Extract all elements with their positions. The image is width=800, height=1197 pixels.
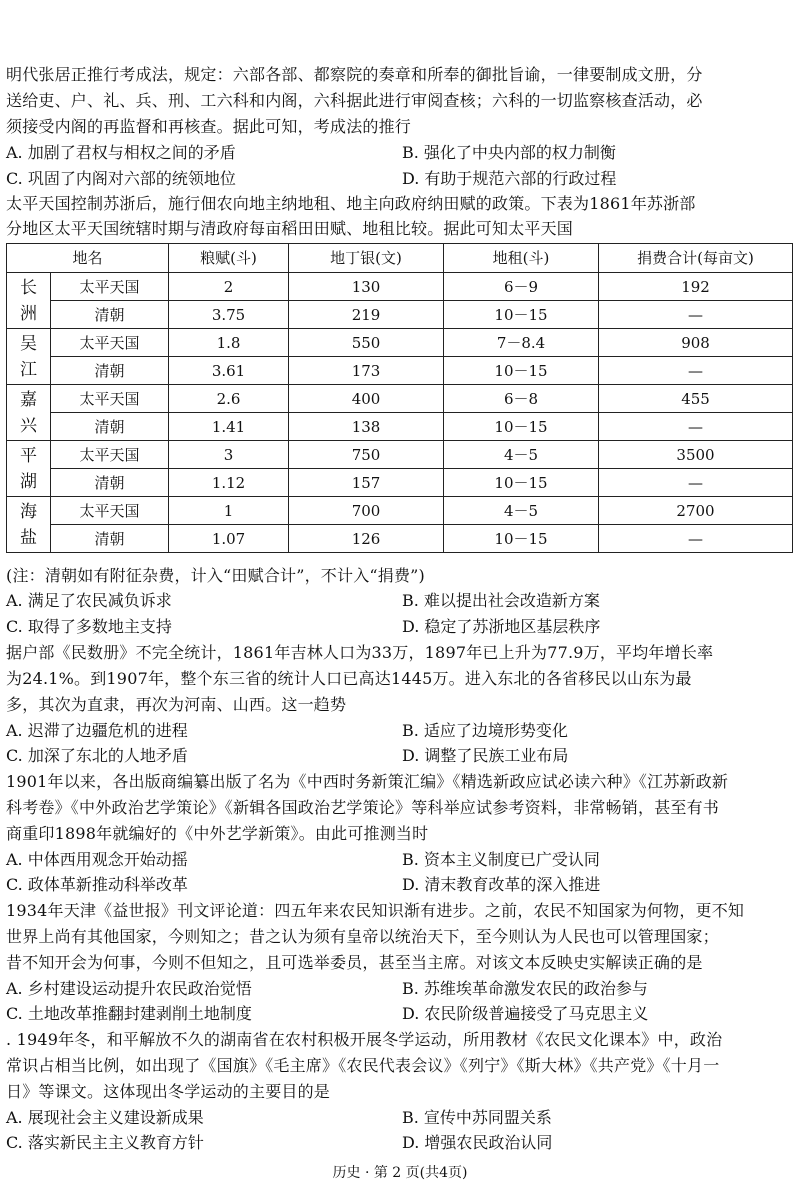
rent-cell: 10－15 bbox=[444, 301, 599, 329]
silver-cell: 400 bbox=[289, 385, 444, 413]
table-row bbox=[7, 357, 793, 385]
rent-cell: 6－8 bbox=[444, 385, 599, 413]
region-char: 湖 bbox=[20, 471, 37, 492]
q4-option-d: D. 清末教育改革的深入推进 bbox=[402, 875, 601, 894]
q4-option-a: A. 中体西用观念开始动摇 bbox=[6, 850, 188, 869]
region-char: 平 bbox=[20, 445, 37, 466]
grain-cell: 1 bbox=[169, 497, 289, 525]
header-grain-tax: 粮赋(斗) bbox=[169, 244, 289, 273]
rent-cell: 10－15 bbox=[444, 469, 599, 497]
q4-stem-line-1: 1901年以来，各出版商编纂出版了名为《中西时务新策汇编》《精选新政应试必读六种》《江苏新政新 bbox=[6, 772, 729, 791]
region-char: 洲 bbox=[20, 303, 37, 324]
table-row bbox=[7, 273, 793, 301]
fees-cell: — bbox=[599, 413, 793, 441]
region-char: 吴 bbox=[20, 333, 37, 354]
regime-cell: 太平天国 bbox=[51, 329, 169, 357]
rent-cell: 10－15 bbox=[444, 413, 599, 441]
silver-cell: 126 bbox=[289, 525, 444, 553]
q1-option-a: A. 加剧了君权与相权之间的矛盾 bbox=[6, 143, 236, 162]
silver-cell: 173 bbox=[289, 357, 444, 385]
region-cell bbox=[7, 385, 51, 441]
grain-cell: 1.8 bbox=[169, 329, 289, 357]
q6-stem-line-1: . 1949年冬，和平解放不久的湖南省在农村积极开展冬学运动，所用教材《农民文化课本》中，政治 bbox=[6, 1030, 723, 1049]
q3-option-d: D. 调整了民族工业布局 bbox=[402, 746, 569, 765]
grain-cell: 3.61 bbox=[169, 357, 289, 385]
regime-cell: 太平天国 bbox=[51, 385, 169, 413]
q6-option-b: B. 宣传中苏同盟关系 bbox=[402, 1108, 552, 1127]
silver-cell: 157 bbox=[289, 469, 444, 497]
table-row bbox=[7, 497, 793, 525]
region-char: 盐 bbox=[20, 527, 37, 548]
regime-cell: 清朝 bbox=[51, 357, 169, 385]
region-char: 嘉 bbox=[20, 389, 37, 410]
table-row bbox=[7, 413, 793, 441]
q2-option-c: C. 取得了多数地主支持 bbox=[6, 617, 172, 636]
q3-stem-line-3: 多，其次为直隶，再次为河南、山西。这一趋势 bbox=[6, 695, 347, 714]
silver-cell: 219 bbox=[289, 301, 444, 329]
silver-cell: 130 bbox=[289, 273, 444, 301]
q2-table-note: (注：清朝如有附征杂费，计入“田赋合计”，不计入“捐费”) bbox=[6, 566, 426, 585]
q3-stem-line-2: 为24.1%。到1907年，整个东三省的统计人口已高达1445万。进入东北的各省移民以山东为最 bbox=[6, 669, 692, 688]
table-row bbox=[7, 385, 793, 413]
fees-cell: 455 bbox=[599, 385, 793, 413]
q3-option-a: A. 迟滞了边疆危机的进程 bbox=[6, 721, 188, 740]
q1-stem-line-3: 须接受内阁的再监督和再核查。据此可知，考成法的推行 bbox=[6, 117, 412, 136]
q4-option-b: B. 资本主义制度已广受认同 bbox=[402, 850, 600, 869]
q1-stem-line-1: 明代张居正推行考成法，规定：六部各部、都察院的奏章和所奉的御批旨谕，一律要制成文册，分 bbox=[6, 65, 703, 84]
regime-cell: 清朝 bbox=[51, 301, 169, 329]
grain-cell: 2 bbox=[169, 273, 289, 301]
q3-option-c: C. 加深了东北的人地矛盾 bbox=[6, 746, 188, 765]
silver-cell: 700 bbox=[289, 497, 444, 525]
silver-cell: 138 bbox=[289, 413, 444, 441]
rent-cell: 10－15 bbox=[444, 357, 599, 385]
q2-stem-line-1: 太平天国控制苏浙后，施行佃农向地主纳地租、地主向政府纳田赋的政策。下表为1861年苏浙部 bbox=[6, 194, 696, 213]
q1-option-d: D. 有助于规范六部的行政过程 bbox=[402, 169, 617, 188]
region-char: 兴 bbox=[20, 415, 37, 436]
table-header-row bbox=[7, 244, 793, 273]
q2-stem-line-2: 分地区太平天国统辖时期与清政府每亩稻田田赋、地租比较。据此可知太平天国 bbox=[6, 219, 574, 238]
grain-cell: 1.41 bbox=[169, 413, 289, 441]
q5-option-b: B. 苏维埃革命激发农民的政治参与 bbox=[402, 979, 648, 998]
grain-cell: 1.07 bbox=[169, 525, 289, 553]
rent-cell: 7－8.4 bbox=[444, 329, 599, 357]
q5-stem-line-1: 1934年天津《益世报》刊文评论道：四五年来农民知识渐有进步。之前，农民不知国家为何物，更不知 bbox=[6, 901, 745, 920]
table-row bbox=[7, 469, 793, 497]
fees-cell: — bbox=[599, 469, 793, 497]
rent-cell: 6－9 bbox=[444, 273, 599, 301]
regime-cell: 太平天国 bbox=[51, 441, 169, 469]
q5-option-d: D. 农民阶级普遍接受了马克思主义 bbox=[402, 1004, 649, 1023]
q4-option-c: C. 政体革新推动科举改革 bbox=[6, 875, 188, 894]
q3-option-b: B. 适应了边境形势变化 bbox=[402, 721, 568, 740]
q1-stem-line-2: 送给吏、户、礼、兵、刑、工六科和内阁，六科据此进行审阅查核；六科的一切监察核查活动，必 bbox=[6, 91, 703, 110]
regime-cell: 清朝 bbox=[51, 469, 169, 497]
q6-option-d: D. 增强农民政治认同 bbox=[402, 1133, 553, 1152]
regime-cell: 清朝 bbox=[51, 525, 169, 553]
region-char: 长 bbox=[20, 277, 37, 298]
q5-option-c: C. 土地改革推翻封建剥削土地制度 bbox=[6, 1004, 252, 1023]
q3-stem-line-1: 据户部《民数册》不完全统计，1861年吉林人口为33万，1897年已上升为77.9万，平均年增长率 bbox=[6, 643, 714, 662]
rent-cell: 10－15 bbox=[444, 525, 599, 553]
q5-option-a: A. 乡村建设运动提升农民政治觉悟 bbox=[6, 979, 252, 998]
table-row bbox=[7, 441, 793, 469]
regime-cell: 太平天国 bbox=[51, 497, 169, 525]
header-land-silver: 地丁银(文) bbox=[289, 244, 444, 273]
q6-stem-line-3: 日》等课文。这体现出冬学运动的主要目的是 bbox=[6, 1082, 331, 1101]
q5-stem-line-3: 昔不知开会为何事，今则不但知之，且可选举委员，甚至当主席。对该文本反映史实解读正确的是 bbox=[6, 953, 703, 972]
fees-cell: 908 bbox=[599, 329, 793, 357]
silver-cell: 750 bbox=[289, 441, 444, 469]
region-cell bbox=[7, 497, 51, 553]
table-row bbox=[7, 301, 793, 329]
region-char: 海 bbox=[20, 501, 37, 522]
rent-cell: 4－5 bbox=[444, 497, 599, 525]
rent-cell: 4－5 bbox=[444, 441, 599, 469]
grain-cell: 3 bbox=[169, 441, 289, 469]
regime-cell: 清朝 bbox=[51, 413, 169, 441]
q2-option-d: D. 稳定了苏浙地区基层秩序 bbox=[402, 617, 601, 636]
q2-option-b: B. 难以提出社会改造新方案 bbox=[402, 591, 600, 610]
grain-cell: 2.6 bbox=[169, 385, 289, 413]
fees-cell: 2700 bbox=[599, 497, 793, 525]
q6-option-c: C. 落实新民主主义教育方针 bbox=[6, 1133, 204, 1152]
region-char: 江 bbox=[20, 359, 37, 380]
header-place: 地名 bbox=[7, 244, 169, 273]
q6-option-a: A. 展现社会主义建设新成果 bbox=[6, 1108, 204, 1127]
tax-comparison-table bbox=[6, 243, 793, 553]
regime-cell: 太平天国 bbox=[51, 273, 169, 301]
q1-option-b: B. 强化了中央内部的权力制衡 bbox=[402, 143, 616, 162]
q5-stem-line-2: 世界上尚有其他国家，今则知之；昔之认为须有皇帝以统治天下，至今则认为人民也可以管理国家； bbox=[6, 927, 719, 946]
table-row bbox=[7, 329, 793, 357]
q6-stem-line-2: 常识占相当比例，如出现了《国旗》《毛主席》《农民代表会议》《列宁》《斯大林》《共产党》《十月一 bbox=[6, 1056, 720, 1075]
fees-cell: — bbox=[599, 525, 793, 553]
fees-cell: 3500 bbox=[599, 441, 793, 469]
q2-option-a: A. 满足了农民减负诉求 bbox=[6, 591, 172, 610]
table-row bbox=[7, 525, 793, 553]
silver-cell: 550 bbox=[289, 329, 444, 357]
header-rent: 地租(斗) bbox=[444, 244, 599, 273]
region-cell bbox=[7, 441, 51, 497]
fees-cell: — bbox=[599, 301, 793, 329]
header-fees: 捐费合计(每亩文) bbox=[599, 244, 793, 273]
region-cell bbox=[7, 273, 51, 329]
grain-cell: 3.75 bbox=[169, 301, 289, 329]
region-cell bbox=[7, 329, 51, 385]
grain-cell: 1.12 bbox=[169, 469, 289, 497]
fees-cell: 192 bbox=[599, 273, 793, 301]
q4-stem-line-3: 商重印1898年就编好的《中外艺学新策》。由此可推测当时 bbox=[6, 824, 429, 843]
q1-option-c: C. 巩固了内阁对六部的统领地位 bbox=[6, 169, 236, 188]
page-footer: 历史 · 第 2 页(共4页) bbox=[332, 1165, 468, 1181]
fees-cell: — bbox=[599, 357, 793, 385]
q4-stem-line-2: 科考卷》《中外政治艺学策论》《新辑各国政治艺学策论》等科举应试参考资料，非常畅销，甚至有书 bbox=[6, 798, 720, 817]
